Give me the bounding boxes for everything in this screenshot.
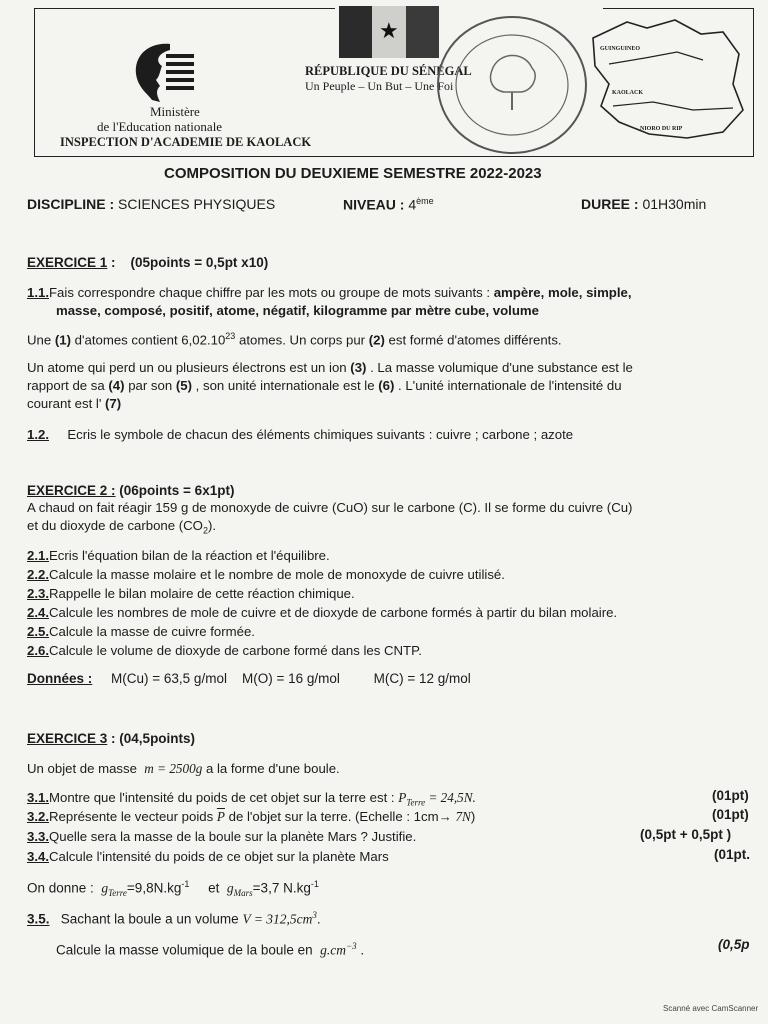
republic-motto: Un Peuple – Un But – Une Foi	[305, 79, 454, 93]
ex3-q31-num: 3.1.	[27, 790, 49, 805]
scanner-watermark: Scanné avec CamScanner	[663, 1004, 759, 1013]
republic-name: RÉPUBLIQUE DU SÉNÉGAL	[305, 64, 472, 78]
ex3-title: EXERCICE 3	[27, 731, 108, 746]
ex2-question-num: 2.5.	[27, 624, 49, 639]
ex2-question-num: 2.3.	[27, 586, 49, 601]
ex3-q33	[27, 829, 416, 844]
kaolack-region-map	[583, 14, 751, 144]
ex3-q34-points: (01pt.	[714, 847, 751, 862]
g-mars-value: =3,7 N.kg	[252, 880, 311, 896]
inspector-stamp	[432, 10, 592, 160]
senegal-flag	[339, 6, 439, 58]
ex3-q31-eq-symbol: P	[398, 790, 407, 805]
exam-title: COMPOSITION DU DEUXIEME SEMESTRE 2022-2023	[164, 165, 542, 182]
ex3-q35	[27, 910, 321, 928]
ex2-question	[27, 567, 505, 582]
ex1-text: . L'unité internationale de l'intensité du	[398, 378, 622, 393]
donnees-label: Données :	[27, 671, 93, 686]
niveau-label: NIVEAU :	[343, 196, 405, 213]
ex2-intro-text: ).	[207, 518, 217, 533]
duree-label: DUREE :	[581, 196, 639, 212]
ex1-line-d	[27, 396, 121, 411]
ex2-points: (06points = 6x1pt)	[119, 483, 235, 498]
ex1-q11-text: Fais correspondre chaque chiffre par les mots ou groupe de mots suivants :	[49, 285, 491, 300]
duree-row	[581, 196, 706, 212]
ex3-q35b-text: .	[360, 942, 365, 958]
ex1-q11	[27, 285, 632, 300]
ex3-q35-text: Sachant la boule a un volume	[60, 911, 239, 927]
map-label-kaolack: KAOLACK	[612, 90, 644, 96]
ex3-q34	[27, 849, 389, 864]
ex2-donnees	[27, 671, 471, 686]
ex1-text: atomes. Un corps pur	[238, 332, 366, 348]
ex1-text: , son unité internationale est le	[195, 378, 375, 393]
ex3-points: : (04,5points)	[111, 731, 196, 746]
discipline-row	[27, 196, 275, 212]
g-mars-symbol: g	[226, 880, 234, 896]
ex1-text: Une	[27, 332, 52, 348]
ex2-question-text: Calcule le volume de dioxyde de carbone formé dans les CNTP.	[49, 643, 422, 658]
niveau-row	[343, 196, 434, 213]
ex1-blank-4: (4)	[108, 378, 125, 393]
g-terre-sub: Terre	[108, 888, 127, 899]
ex1-q12	[27, 427, 573, 442]
ex1-text: est formé d'atomes différents.	[388, 332, 562, 348]
ex2-question-num: 2.6.	[27, 643, 49, 658]
ex1-exponent: 23	[225, 331, 236, 341]
g-mars-sub: Mars	[233, 888, 253, 899]
ex2-question	[27, 605, 617, 620]
niveau-sup: ème	[416, 196, 434, 206]
ex1-text: par son	[128, 378, 173, 393]
ex1-line-a	[27, 331, 562, 347]
g-terre-symbol: g	[101, 880, 109, 896]
ex3-q34-text: Calcule l'intensité du poids de ce objet sur la planète Mars	[49, 849, 389, 864]
ex2-question	[27, 643, 422, 658]
ex3-heading	[27, 731, 195, 746]
ex3-q32-text: Représente le vecteur poids	[49, 809, 214, 824]
ex2-question	[27, 624, 255, 639]
ex3-mass: m = 2500g	[144, 761, 203, 776]
ex1-text: courant est l'	[27, 396, 102, 411]
ex3-q35-volume: V = 312,5cm	[242, 911, 313, 927]
ex3-q35-exp: 3	[312, 910, 317, 920]
ex3-q32-points: (01pt)	[712, 807, 749, 822]
ex1-blank-3: (3)	[350, 360, 367, 375]
ex3-q32	[27, 809, 475, 825]
ex2-heading	[27, 483, 234, 498]
ex3-q35-num: 3.5.	[27, 911, 50, 927]
inspection-name: INSPECTION D'ACADEMIE DE KAOLACK	[60, 135, 312, 149]
ex1-q11-num: 1.1.	[27, 285, 49, 300]
ex1-heading: EXERCICE 1 : (05points = 0,5pt x10)	[27, 255, 269, 270]
ex2-subscript: 2	[202, 525, 208, 536]
ex1-text: Un atome qui perd un ou plusieurs électrons est un ion	[27, 360, 347, 375]
ex1-text: . La masse volumique d'une substance est le	[370, 360, 633, 375]
ex3-q35b-exp: −3	[346, 941, 357, 951]
ex3-q35b	[56, 941, 364, 959]
ex3-q31-eq	[398, 790, 476, 808]
ex1-q11-words-a: ampère, mole, simple,	[493, 285, 632, 300]
ex1-points: (05points = 0,5pt x10)	[130, 255, 269, 270]
ex3-q31-text: Montre que l'intensité du poids de cet objet sur la terre est :	[49, 790, 395, 805]
ex3-q31-points: (01pt)	[712, 788, 749, 803]
ex3-q31	[27, 790, 476, 808]
ex3-q35b-unit: g.cm	[320, 942, 347, 958]
ex3-q33-points: (0,5pt + 0,5pt )	[640, 827, 732, 842]
ex2-intro2	[27, 518, 216, 536]
ex1-blank-1: (1)	[54, 332, 71, 348]
ministry-name-line1: Ministère	[150, 104, 200, 119]
star-icon: ★	[379, 18, 399, 43]
ex1-line-b	[27, 360, 633, 375]
ex3-intro	[27, 761, 340, 777]
ex1-blank-7: (7)	[105, 396, 122, 411]
ex1-line-c	[27, 378, 622, 393]
ex3-q33-num: 3.3.	[27, 829, 49, 844]
ex1-q12-text: Ecris le symbole de chacun des éléments chimiques suivants : cuivre ; carbone ; azote	[67, 427, 574, 442]
donnees-cu: M(Cu) = 63,5 g/mol	[111, 671, 227, 686]
map-label-guinguineo: GUINGUINEO	[600, 46, 641, 52]
g-terre-value: =9,8N.kg	[126, 880, 182, 896]
discipline-value: SCIENCES PHYSIQUES	[118, 196, 276, 212]
ex3-q32-vector: $\overline{P}$	[216, 809, 225, 824]
ex1-blank-2: (2)	[368, 332, 385, 348]
ex3-q35-points: (0,5p	[718, 937, 750, 952]
ex3-q31-eq-sub: Terre	[406, 797, 426, 808]
ex3-intro-text: Un objet de masse	[27, 761, 137, 776]
discipline-label: DISCIPLINE :	[27, 196, 115, 212]
on-donne-label: On donne :	[27, 880, 94, 896]
ex2-question-text: Rappelle le bilan molaire de cette réaction chimique.	[49, 586, 355, 601]
ex2-intro1: A chaud on fait réagir 159 g de monoxyde de cuivre (CuO) sur le carbone (C). Il se forme du cuivre (Cu)	[27, 500, 633, 515]
ex3-intro-text: a la forme d'une boule.	[205, 761, 340, 776]
ex1-q11-words-b: masse, composé, positif, atome, négatif, kilogramme par mètre cube, volume	[56, 303, 539, 318]
niveau-value: 4	[408, 196, 417, 213]
ex3-q32-scale: 7N	[455, 809, 471, 824]
ex2-question	[27, 548, 330, 563]
ex2-question-num: 2.2.	[27, 567, 49, 582]
g-mars-exp: -1	[310, 879, 319, 889]
ex1-q12-num: 1.2.	[27, 427, 49, 442]
ministry-logo	[126, 40, 196, 108]
ex3-q31-eq-value: = 24,5N.	[428, 790, 476, 805]
ex2-question-text: Calcule la masse molaire et le nombre de mole de monoxyde de cuivre utilisé.	[49, 567, 505, 582]
on-donne-and: et	[208, 880, 220, 896]
ex3-q32-text: )	[470, 809, 476, 824]
ex3-q35b-text: Calcule la masse volumique de la boule en	[56, 942, 313, 958]
ex2-question-text: Ecris l'équation bilan de la réaction et l'équilibre.	[49, 548, 330, 563]
ex3-q32-text: de l'objet sur la terre. (Echelle : 1cm→	[228, 809, 452, 824]
ex2-question-num: 2.4.	[27, 605, 49, 620]
ex3-q35-text: .	[316, 911, 321, 927]
map-label-nioro: NIORO DU RIP	[640, 126, 683, 132]
duree-value: 01H30min	[642, 196, 707, 212]
ex1-title: EXERCICE 1	[27, 255, 108, 270]
donnees-c: M(C) = 12 g/mol	[373, 671, 471, 686]
ex3-q33-text: Quelle sera la masse de la boule sur la planète Mars ? Justifie.	[49, 829, 417, 844]
ex1-text: d'atomes contient 6,02.10	[74, 332, 226, 348]
ex3-q34-num: 3.4.	[27, 849, 49, 864]
ex1-text: rapport de sa	[27, 378, 105, 393]
ex2-question-text: Calcule les nombres de mole de cuivre et de dioxyde de carbone formés à partir du bilan molaire.	[49, 605, 618, 620]
ex3-q32-num: 3.2.	[27, 809, 49, 824]
ex3-on-donne	[27, 879, 319, 898]
ex2-intro-text: et du dioxyde de carbone (CO	[27, 518, 203, 533]
ex2-question-text: Calcule la masse de cuivre formée.	[49, 624, 255, 639]
ex1-blank-5: (5)	[175, 378, 192, 393]
ex2-question	[27, 586, 355, 601]
donnees-o: M(O) = 16 g/mol	[241, 671, 340, 686]
g-terre-exp: -1	[181, 879, 190, 889]
ministry-name-line2: de l'Education nationale	[97, 119, 223, 134]
ex1-blank-6: (6)	[378, 378, 395, 393]
ex2-title: EXERCICE 2 :	[27, 483, 116, 498]
ex2-question-num: 2.1.	[27, 548, 49, 563]
